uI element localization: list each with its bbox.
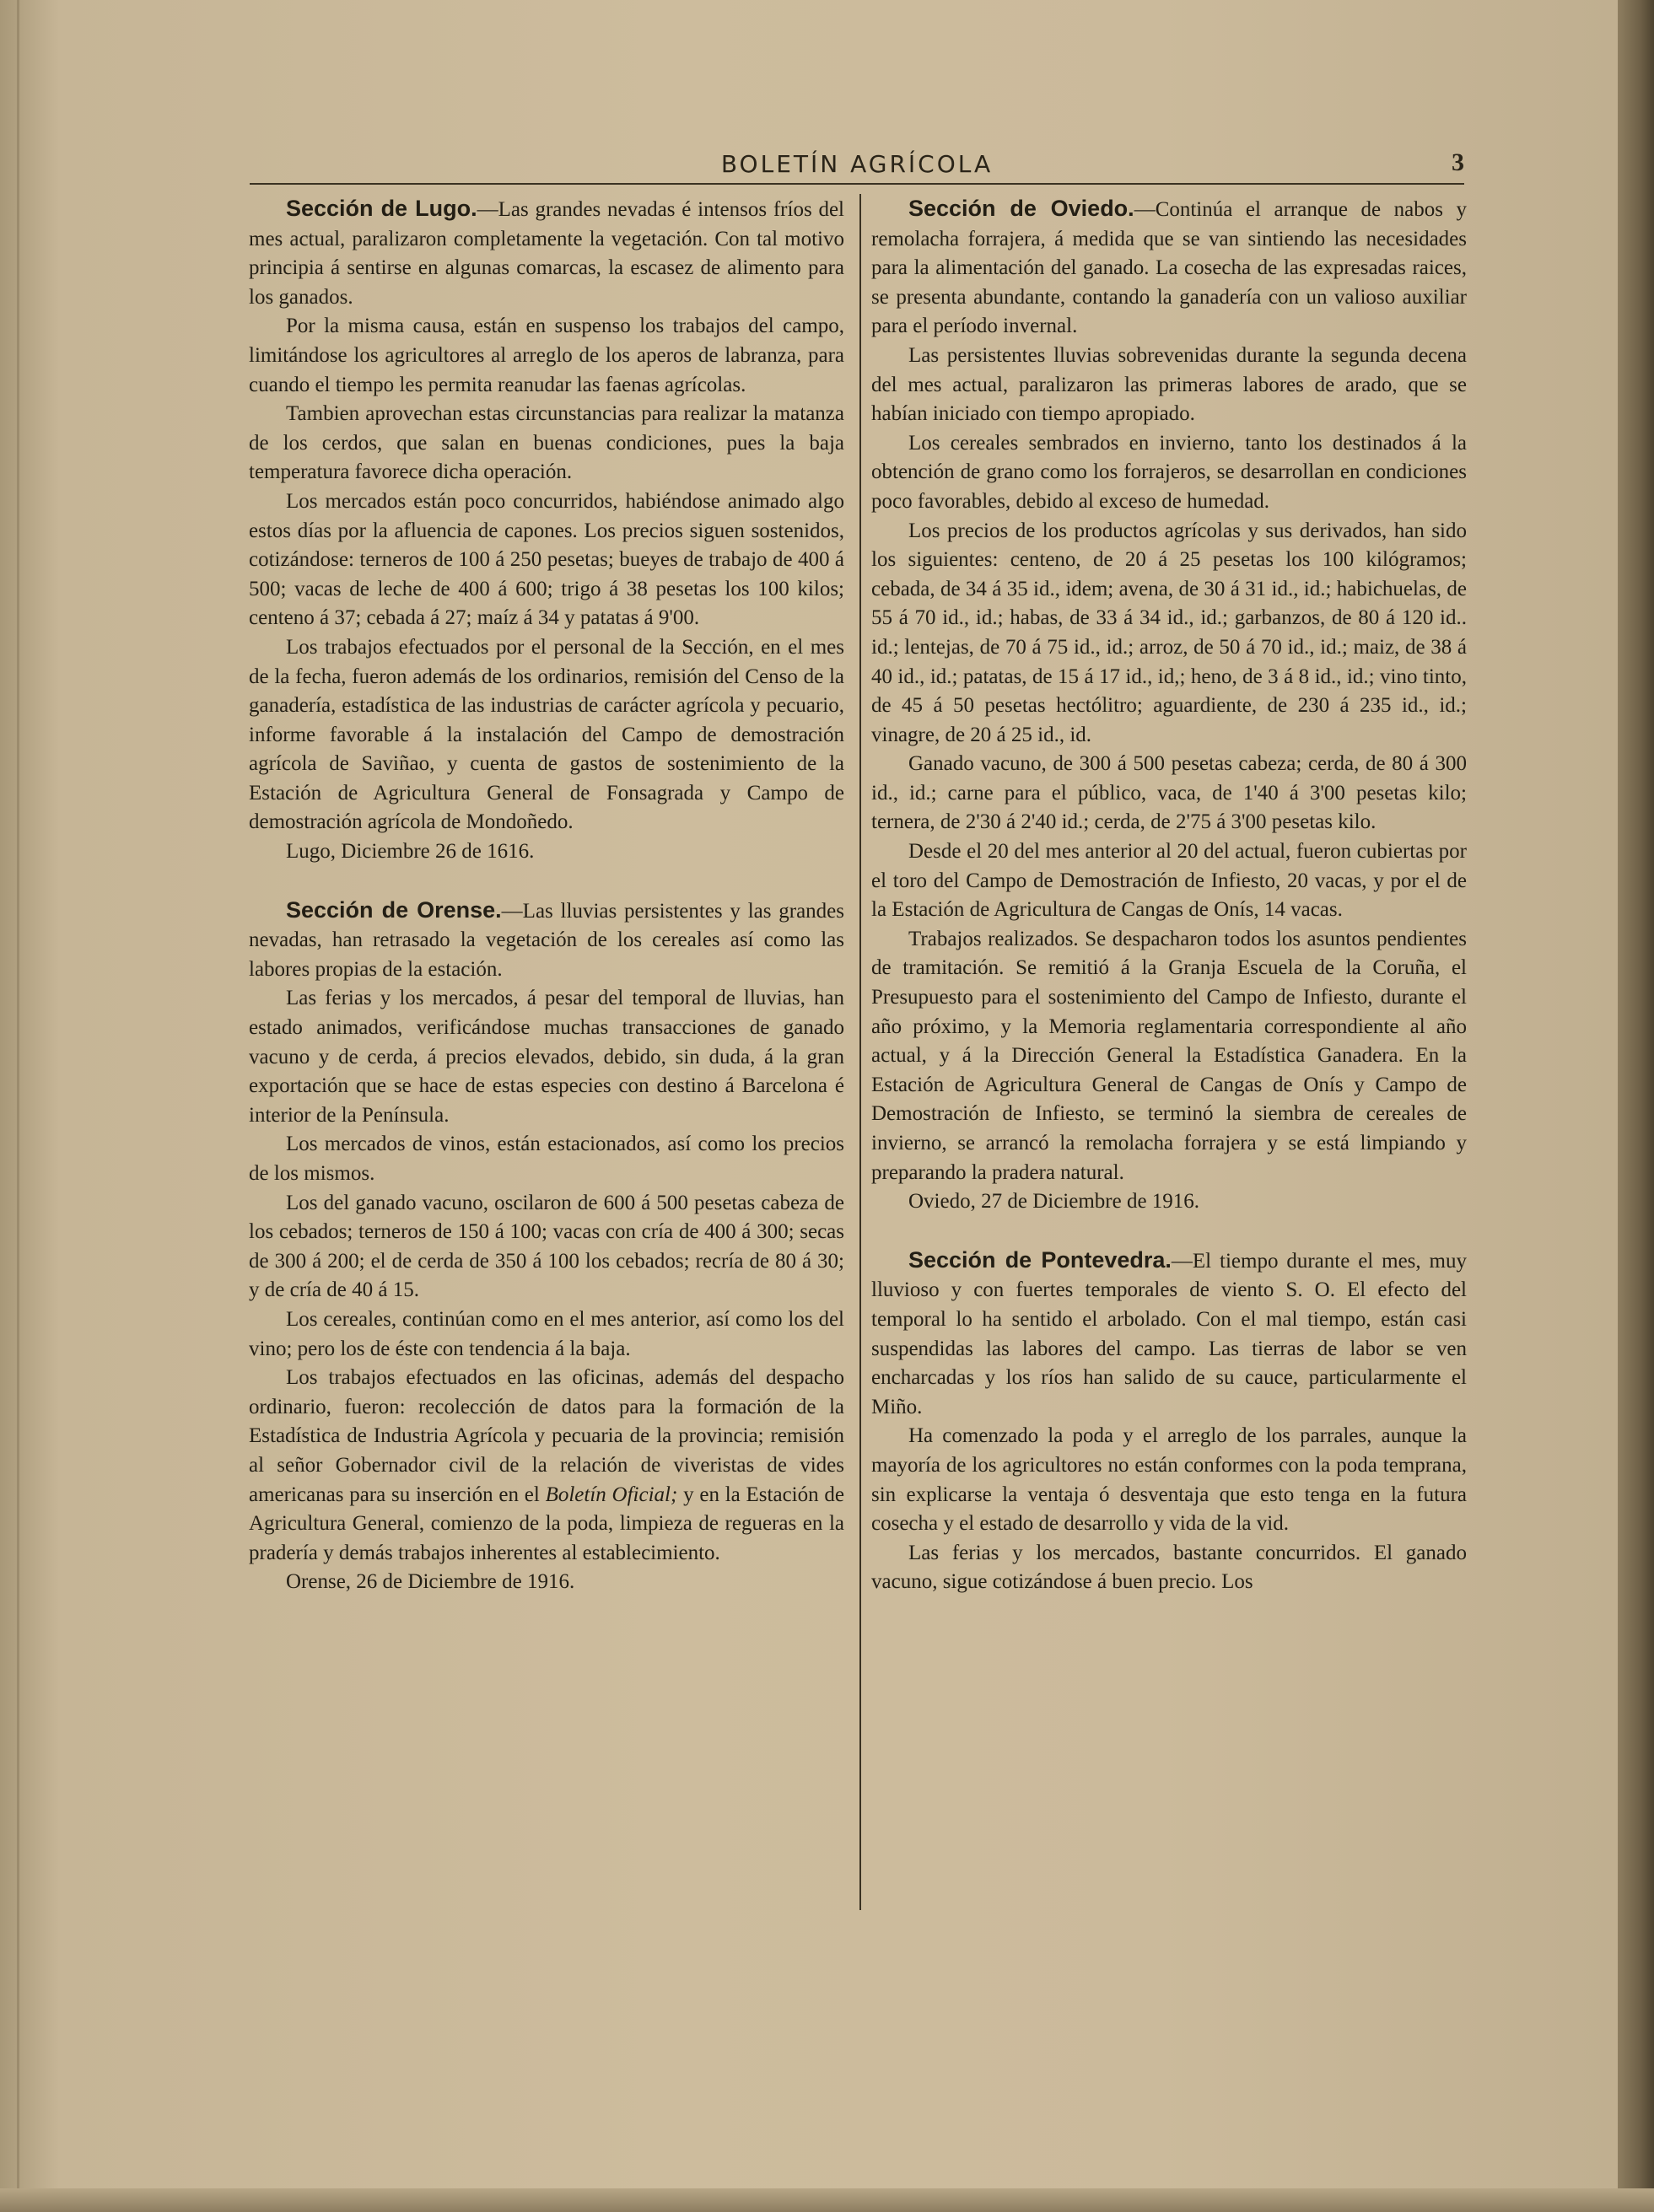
oviedo-paragraph-7: Trabajos realizados. Se despacharon todos los asuntos pendientes de tramitación. Se remitió á la Granja Escuela de la Coruña, el Presupuesto para el sostenimiento del Campo de Infiesto, durante el año próximo, y la Memoria reglamentaria correspondiente al año actual, y á la Dirección General la Estadística Ganadera. En la Estación de Agricultura General de Cangas de Onís y Campo de Demostración de Infiesto, se terminó la siembra de cereales de invierno, se arrancó la remolacha forrajera y se está limpiando y preparando la pradera natural. — [871, 927, 1467, 1184]
publication-title: BOLETÍN AGRÍCOLA — [720, 150, 994, 178]
lugo-paragraph-3: Tambien aprovechan estas circunstancias para realizar la matanza de los cerdos, que salan en buenas condiciones, pues la baja temperatura favorece dicha operación. — [249, 402, 844, 484]
oviedo-paragraph-5: Ganado vacuno, de 300 á 500 pesetas cabeza; cerda, de 80 á 300 id., id.; carne para el público, vaca, de 1'40 á 3'00 pesetas kilo; ternera, de 2'30 á 2'40 id.; cerda, de 2'75 á 3'00 pesetas kilo. — [871, 752, 1467, 834]
page-fold-shadow — [17, 0, 19, 2212]
orense-paragraph-1: Sección de Orense.—Las lluvias persistentes y las grandes nevadas, han retrasado la vegetación de los cereales así como las labores propias de la estación. — [249, 896, 844, 981]
page-right-edge — [1618, 0, 1654, 2212]
lugo-paragraph-4: Los mercados están poco concurridos, habiéndose animado algo estos días por la afluencia de capones. Los precios siguen sostenidos, cotizándose: terneros de 100 á 250 pesetas; bueyes de trabajo de 400 á 500; vacas de leche de 400 á 600; trigo á 38 pesetas los 100 kilos; centeno á 37; cebada á 27; maíz á 34 y patatas á 9'00. — [249, 489, 844, 630]
lugo-paragraph-1: Sección de Lugo.—Las grandes nevadas é intensos fríos del mes actual, paralizaron completamente la vegetación. Con tal motivo principia á sentirse en algunas comarcas, la escasez de alimento para los ganados. — [249, 196, 844, 309]
orense-paragraph-3: Los mercados de vinos, están estacionados, así como los precios de los mismos. — [249, 1133, 844, 1185]
right-column — [871, 194, 1467, 1597]
oviedo-signature: Oviedo, 27 de Diciembre de 1916. — [908, 1190, 1200, 1214]
lugo-paragraph-5: Los trabajos efectuados por el personal de la Sección, en el mes de la fecha, fueron además de los ordinarios, remisión del Censo de la ganadería, estadística de las industrias de carácter agrícola y pecuario, informe favorable á la instalación del Campo de demostración agrícola de Saviñao, y cuenta de gastos de sostenimiento de la Estación de Agricultura General de Fonsagrada y Campo de demostración agrícola de Mondoñedo. — [249, 635, 844, 834]
lugo-paragraph-2: Por la misma causa, están en suspenso los trabajos del campo, limitándose los agricultores al arreglo de los aperos de labranza, para cuando el tiempo les permita reanudar las faenas agrícolas. — [249, 315, 844, 396]
pontevedra-title: Sección de Pontevedra. — [908, 1246, 1172, 1273]
page-bottom-edge — [0, 2188, 1654, 2212]
pontevedra-paragraph-1: Sección de Pontevedra.—El tiempo durante el mes, muy lluvioso y con fuertes temporales de viento S. O. El efecto del temporal lo ha sentido el arbolado. Con el mal tiempo, están casi suspendidas las labores del campo. Las tierras de labor se ven encharcadas y los ríos han salido de su cauce, particularmente el Miño. — [871, 1246, 1468, 1418]
page-header — [250, 143, 1464, 186]
lugo-title: Sección de Lugo. — [286, 196, 477, 221]
orense-title: Sección de Orense. — [286, 896, 502, 923]
section-gap — [871, 1217, 1467, 1246]
oviedo-paragraph-2: Las persistentes lluvias sobrevenidas durante la segunda decena del mes actual, paralizaron las primeras labores de arado, que se habían iniciado con tiempo apropiado. — [871, 343, 1467, 426]
oviedo-paragraph-6: Desde el 20 del mes anterior al 20 del actual, fueron cubiertas por el toro del Campo de Demostración de Infiesto, 20 vacas, y por el de la Estación de Agricultura de Cangas de Onís, 14 vacas. — [871, 840, 1467, 922]
column-divider — [859, 194, 861, 1910]
orense-paragraph-4: Los del ganado vacuno, oscilaron de 600 á 500 pesetas cabeza de los cebados; terneros de 150 á 100; vacas con cría de 400 á 300; secas de 300 á 200; el de cerda de 350 á 100 los cebados; recría de 80 á 30; y de cría de 40 á 15. — [249, 1191, 844, 1302]
left-column — [249, 194, 844, 1597]
lugo-signature: Lugo, Diciembre 26 de 1616. — [286, 840, 535, 864]
header-rule — [250, 183, 1464, 185]
section-lugo — [249, 194, 844, 867]
oviedo-paragraph-1: Sección de Oviedo.—Continúa el arranque de nabos y remolacha forrajera, á medida que se van sintiendo las necesidades para la alimentación del ganado. La cosecha de las expresadas raices, se presenta abundante, contando la ganadería con un valioso auxiliar para el período invernal. — [871, 196, 1467, 338]
oviedo-paragraph-3: Los cereales sembrados en invierno, tanto los destinados á la obtención de grano como los forrajeros, se desarrollan en condiciones poco favorables, debido al exceso de humedad. — [871, 431, 1467, 513]
pontevedra-paragraph-3: Las ferias y los mercados, bastante concurridos. El ganado vacuno, sigue cotizándose á buen precio. Los — [871, 1541, 1467, 1594]
pontevedra-paragraph-2: Ha comenzado la poda y el arreglo de los parrales, aunque la mayoría de los agricultores no están conformes con la poda temprana, sin explicarse la ventaja ó desventaja que esto tenga en la futura cosecha y el estado de desarrollo y vida de la vid. — [871, 1424, 1467, 1536]
orense-paragraph-5: Los cereales, continúan como en el mes anterior, así como los del vino; pero los de éste con tendencia á la baja. — [249, 1307, 844, 1360]
oviedo-title: Sección de Oviedo. — [908, 196, 1134, 221]
orense-paragraph-2: Las ferias y los mercados, á pesar del temporal de lluvias, han estado animados, verificándose muchas transacciones de ganado vacuno y de cerda, á precios elevados, debido, sin duda, á la gran exportación que se hace de estas especies con destino á Barcelona é interior de la Península. — [249, 987, 844, 1127]
boletin-oficial-ref: Boletín Oficial; — [545, 1483, 678, 1506]
orense-paragraph-6: Los trabajos efectuados en las oficinas, además del despacho ordinario, fueron: recolección de datos para la formación de la Estadística de Industria Agrícola y pecuaria de la provincia; remisión al señor Gobernador civil de la relación de viveristas de vides americanas para su inserción en el Boletín Oficial; y en la Estación de Agricultura General, comienzo de la poda, limpieza de regueras en la pradería y demás trabajos inherentes al establecimiento. — [249, 1366, 844, 1564]
section-orense — [249, 896, 844, 1597]
section-pontevedra — [871, 1246, 1467, 1597]
page-number: 3 — [1452, 148, 1464, 176]
section-gap — [249, 867, 844, 896]
orense-signature: Orense, 26 de Diciembre de 1916. — [286, 1570, 575, 1594]
oviedo-paragraph-4: Los precios de los productos agrícolas y sus derivados, han sido los siguientes: centeno, de 20 á 25 pesetas los 100 kilógramos; cebada, de 34 á 35 id., idem; avena, de 30 á 31 id., id.; habichuelas, de 55 á 70 id., id.; habas, de 33 á 34 id., id.; garbanzos, de 80 á 120 id.. id.; lentejas, de 70 á 75 id., id.; arroz, de 50 á 70 id., id.; maiz, de 38 á 40 id., id.; patatas, de 15 á 17 id., id,; heno, de 3 á 8 id., id.; vino tinto, de 45 á 50 pesetas hectólitro; aguardiente, de 230 á 235 id., id.; vinagre, de 20 á 25 id., id. — [871, 519, 1467, 746]
section-oviedo — [871, 194, 1467, 1217]
